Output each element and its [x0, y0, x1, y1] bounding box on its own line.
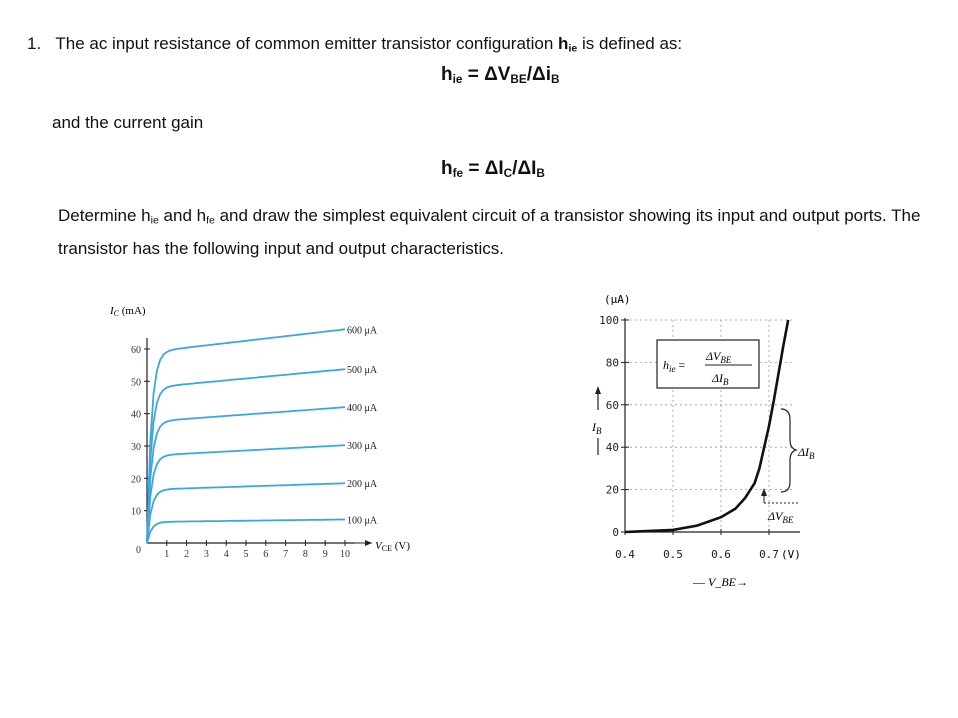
output-curve-label: 600 μA: [347, 325, 378, 337]
input-x-tick-label: 0.7: [759, 548, 779, 561]
output-curve-label: 100 μA: [347, 515, 378, 527]
input-x-unit: (V): [781, 548, 801, 561]
question-number: 1.: [27, 34, 42, 53]
input-y-tick-label: 20: [605, 483, 619, 497]
input-x-tick-label: 0.4: [615, 548, 635, 561]
input-x-axis-label: — V_BE→: [693, 575, 748, 589]
output-x-tick-label: 2: [184, 549, 190, 560]
input-y-tick-label: 0: [612, 526, 619, 539]
output-y-tick-label: 40: [131, 409, 141, 421]
output-y-tick-label: 30: [131, 442, 141, 453]
output-x-tick-label: 7: [283, 549, 289, 560]
output-x-tick-label: 1: [164, 549, 170, 560]
output-x-tick-label: 9: [322, 549, 328, 560]
output-y-tick-label: 0: [136, 545, 141, 556]
output-x-tick-label: 6: [263, 549, 269, 560]
output-x-arrow-head: [365, 540, 372, 546]
output-x-tick-label: 10: [340, 549, 350, 560]
output-curve-label: 400 μA: [347, 403, 378, 415]
formula-hie: $h_{ie} = \Delta V_{BE}/\Delta i_B$: [441, 64, 560, 86]
input-y-unit: (μA): [604, 293, 631, 306]
output-y-tick-label: 10: [131, 506, 141, 518]
output-curve-label: 200 μA: [347, 479, 378, 491]
output-x-tick-label: 4: [223, 549, 229, 560]
output-characteristics-chart: [109, 305, 410, 560]
output-curve-label: 300 μA: [347, 441, 378, 453]
input-x-tick-label: 0.6: [711, 548, 731, 561]
input-y-tick-label: 100: [599, 314, 619, 327]
question-intro-end: is defined as:: [581, 34, 683, 53]
hie-symbol: $h_{ie}$: [558, 34, 578, 55]
input-characteristics-chart: [591, 293, 815, 589]
hie-annotation-numerator: $\Delta V_{BE}$: [706, 349, 732, 365]
output-y-tick-label: 20: [131, 474, 141, 486]
instructions-paragraph: Determine $h_{ie}$ and $h_{fe}$ and draw the simplest equivalent circuit of a transistor showing its input and output ports. The transistor has the following input and output characteristics.: [58, 206, 921, 258]
hie-annotation-lhs: $h_{ie}$ =: [663, 358, 686, 374]
output-x-tick-label: 3: [203, 549, 209, 560]
delta-vbe-label: $\Delta V_{BE}$: [768, 509, 794, 525]
output-curve: [147, 369, 345, 543]
input-y-axis-label: $I_B$: [592, 420, 602, 436]
input-y-tick-label: 80: [605, 356, 619, 370]
output-curve: [147, 445, 345, 543]
input-x-tick-label: 0.5: [663, 548, 683, 561]
input-y-tick-label: 60: [605, 398, 619, 412]
output-y-tick-label: 50: [131, 377, 141, 389]
question-intro: The ac input resistance of common emitter transistor configuration: [55, 34, 554, 53]
output-curve-label: 500 μA: [347, 365, 378, 377]
output-curve: [147, 407, 345, 543]
output-curve: [147, 483, 345, 543]
output-y-axis-label: IC (mA): [110, 305, 146, 318]
current-gain-label: and the current gain: [52, 113, 204, 132]
delta-ib-brace: [781, 409, 796, 492]
output-x-tick-label: 5: [243, 549, 249, 560]
output-x-tick-label: 8: [302, 549, 308, 560]
delta-ib-label: $\Delta I_B$: [798, 445, 815, 461]
hie-annotation-denominator: $\Delta I_B$: [712, 371, 729, 387]
input-y-tick-label: 40: [605, 441, 619, 455]
formula-hfe: $h_{fe} = \Delta I_C/\Delta I_B$: [441, 158, 545, 180]
output-x-axis-label: VCE (V): [375, 540, 410, 553]
output-curve: [147, 520, 345, 544]
input-y-arrow-head: [595, 386, 601, 394]
output-curve: [147, 329, 345, 543]
output-y-tick-label: 60: [131, 345, 141, 356]
